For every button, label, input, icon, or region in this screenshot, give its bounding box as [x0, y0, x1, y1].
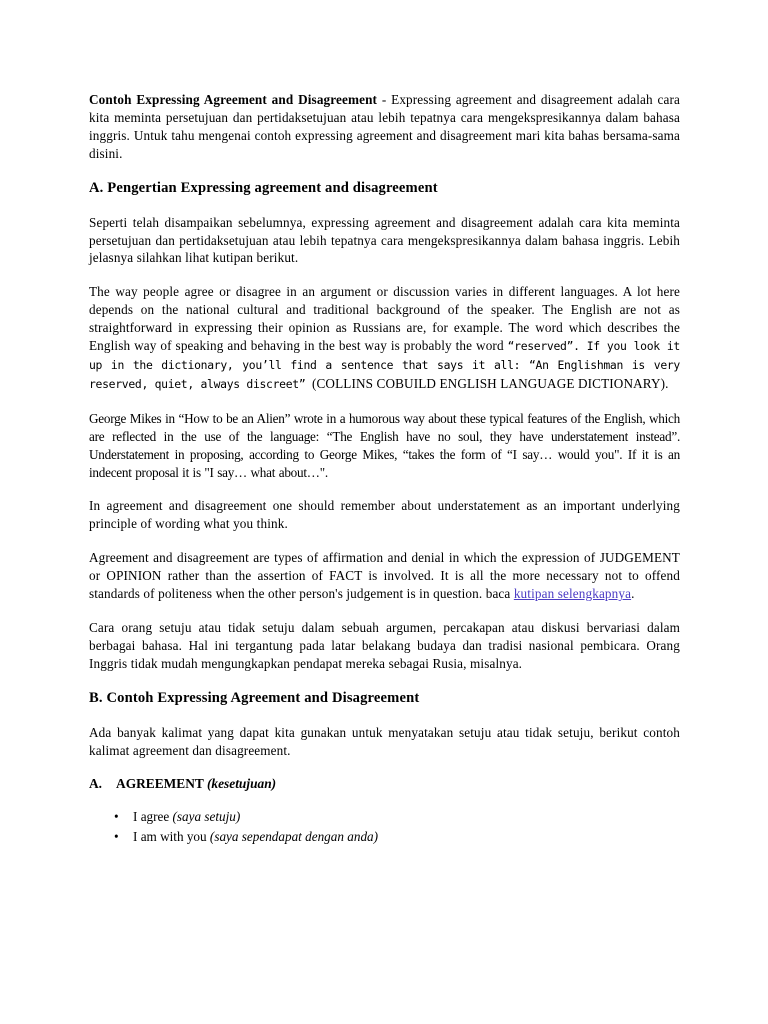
section-a-heading: A. Pengertian Expressing agreement and disagreement — [89, 179, 438, 196]
intro-paragraph — [89, 91, 680, 163]
list-item-translation: (saya setuju) — [172, 809, 241, 825]
section-a-paragraph-4: In agreement and disagreement one should remember about understatement as an important underlying principle of wording what you think. — [89, 498, 680, 532]
list-item-translation: (saya sependapat dengan anda) — [209, 829, 379, 845]
para-2-lead-text: The way people agree or disagree in an argument or discussion varies in different languages. A lot here depends on the national cultural and traditional background of the speaker. The English are not as straightforward in expressing their opinion as Russians are, for example. The word which describes the English way of speaking and behaving in the best way is probably the word — [89, 284, 680, 354]
para-5-trailing-period: . — [631, 586, 635, 602]
intro-lead-bold: Contoh Expressing Agreement and Disagreement — [89, 92, 378, 107]
para-5-narrow-text: necessary not to offend standards of politeness when the other person's judgement is in question. baca — [89, 568, 680, 602]
subsection-label: A. — [89, 776, 103, 792]
section-b-paragraph-1: Ada banyak kalimat yang dapat kita gunakan untuk menyatakan setuju atau tidak setuju, berikut contoh kalimat agreement dan disagreement. — [89, 724, 680, 758]
list-item-phrase: I agree — [133, 809, 173, 825]
intro-body-text: - Expressing agreement and disagreement adalah cara kita meminta persetujuan dan pertidaksetujuan atau lebih tepatnya cara mengekspresikannya dalam bahasa inggris. Untuk tahu mengenai contoh expressing agreement and disagreement mari kita bahas bersama-sama disini. — [89, 92, 680, 161]
list-item — [114, 807, 680, 827]
section-a-paragraph-5 — [89, 549, 680, 603]
subsection-agreement-heading — [89, 775, 680, 793]
section-a-paragraph-2 — [89, 283, 680, 393]
subsection-title: AGREEMENT — [116, 776, 204, 792]
subsection-translation: (kesetujuan) — [206, 776, 277, 792]
bullet-icon: • — [114, 809, 119, 825]
list-item-phrase: I am with you — [133, 829, 210, 845]
document-body — [89, 91, 680, 847]
bullet-icon: • — [114, 829, 119, 845]
section-a-paragraph-1: Seperti telah disampaikan sebelumnya, expressing agreement and disagreement adalah cara kita meminta persetujuan dan pertidaksetujuan atau lebih tepatnya cara mengekspresikannya dalam bahasa inggris. Lebih jelasnya silahkan lihat kutipan berikut. — [89, 214, 680, 266]
section-a-paragraph-3: George Mikes in “How to be an Alien” wrote in a humorous way about these typical features of the English, which are reflected in the use of the language: “The English have no soul, they have understatement instead”. Understatement in proposing, according to George Mikes, “takes the form of “I say… would you". If it is an indecent proposal it is "I say… what about…". — [89, 410, 680, 480]
section-b-heading: B. Contoh Expressing Agreement and Disagreement — [89, 689, 420, 706]
para-5-lead-text: Agreement and disagreement are types of affirmation and denial in which the expression of JUDGEMENT or OPINION rather than the assertion of FACT is involved. It is all the more — [89, 550, 680, 584]
agreement-list — [89, 807, 680, 847]
para-2-dictionary-quote: “reserved”. If you look it up in the dictionary, you’ll find a sentence that says it all: “An Englishman is very reserved, quiet, always discreet” — [89, 339, 680, 391]
section-a-paragraph-6: Cara orang setuju atau tidak setuju dalam sebuah argumen, percakapan atau diskusi bervariasi dalam berbagai bahasa. Hal ini tergantung pada latar belakang budaya dan tradisi nasional pembicara. Orang Inggris tidak mudah mengungkapkan pendapat mereka sebagai Rusia, misalnya. — [89, 619, 680, 671]
para-2-dictionary-source: (COLLINS COBUILD ENGLISH LANGUAGE DICTIONARY). — [311, 375, 669, 391]
kutipan-selengkapnya-link[interactable]: kutipan selengkapnya — [513, 586, 632, 602]
list-item — [114, 827, 680, 847]
